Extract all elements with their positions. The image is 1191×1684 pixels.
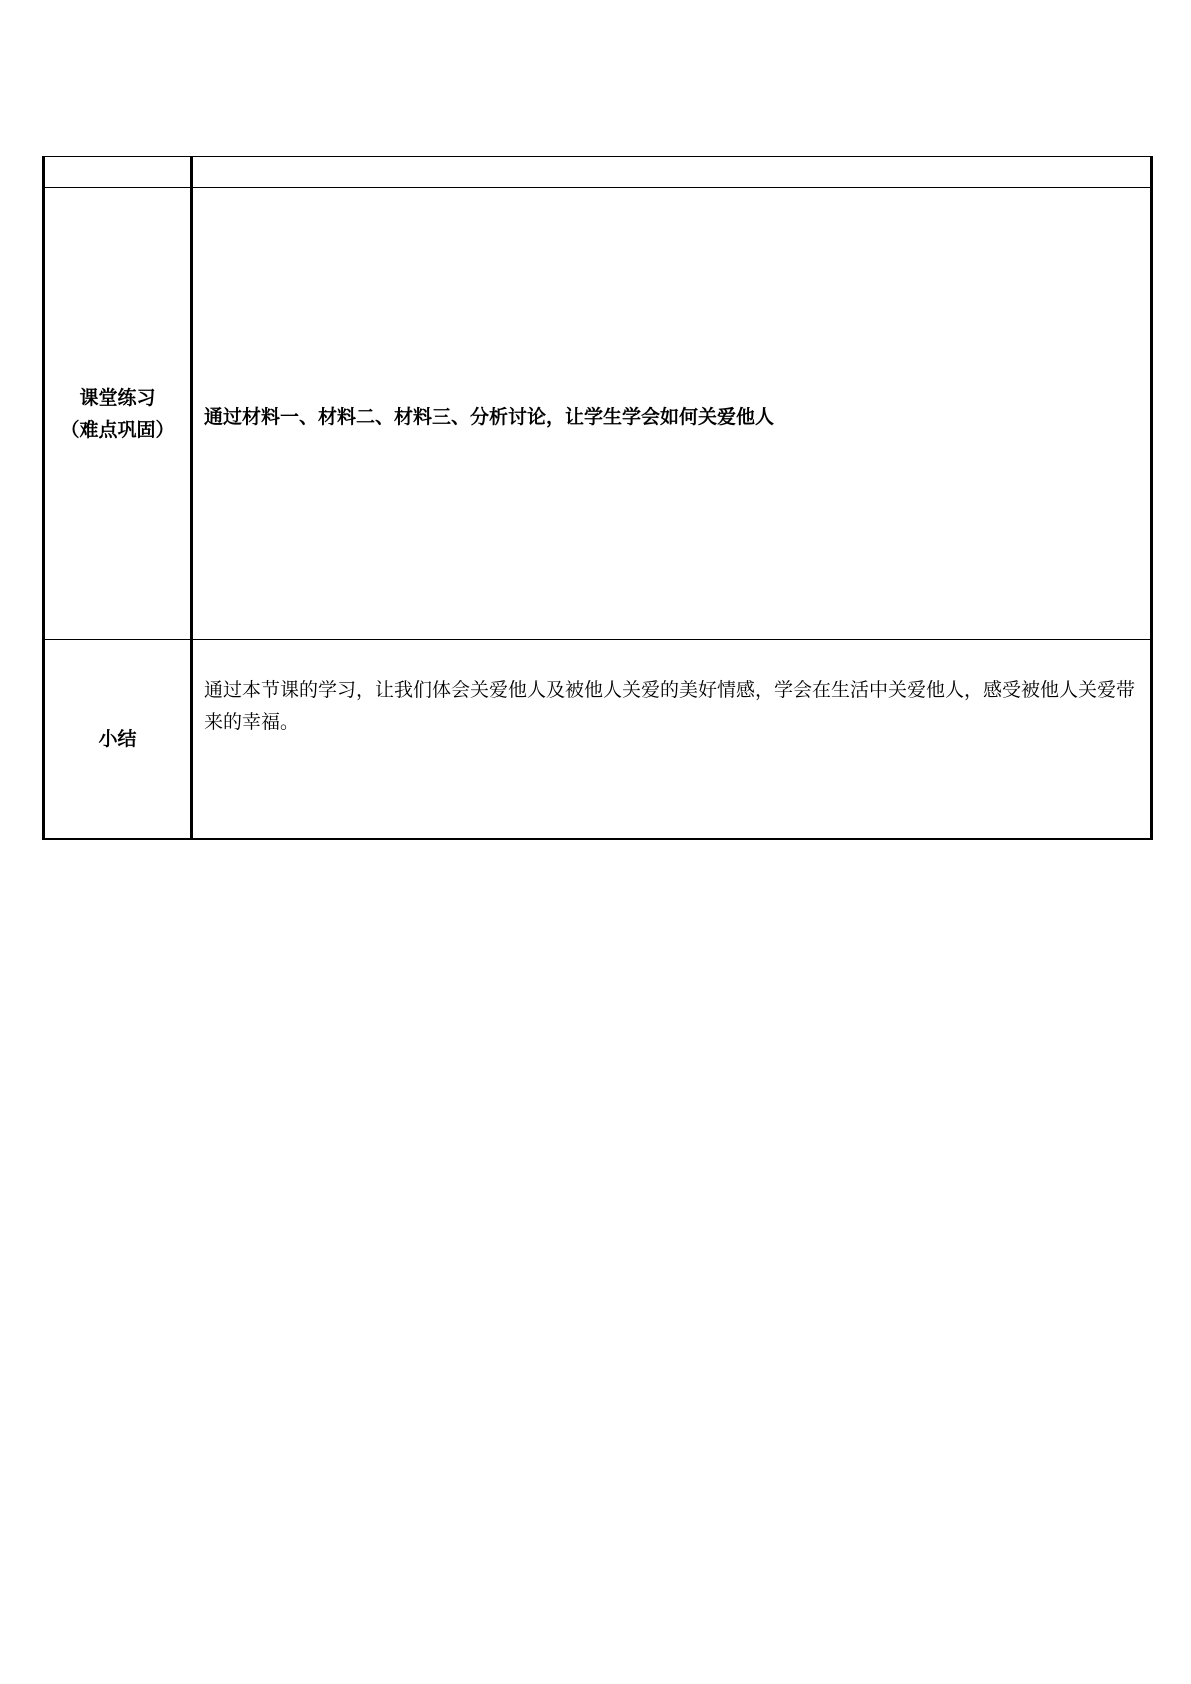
summary-label-cell: [44, 640, 192, 840]
practice-label-cell: [44, 188, 192, 640]
table-row-practice: [44, 188, 1152, 640]
practice-label-line2: （难点巩固）: [60, 418, 175, 441]
practice-label-line1: 课堂练习: [79, 386, 156, 409]
table-row-summary: [44, 640, 1152, 840]
lesson-plan-table: [42, 156, 1153, 840]
summary-content: 通过本节课的学习，让我们体会关爱他人及被他人关爱的美好情感，学会在生活中关爱他人，感受被他人关爱带来的幸福。: [204, 679, 1136, 733]
table-row-header: [44, 157, 1152, 188]
practice-content-cell: [192, 188, 1152, 640]
practice-content: 通过材料一、材料二、材料三、分析讨论，让学生学会如何关爱他人: [204, 405, 775, 428]
summary-label: 小结: [98, 728, 137, 750]
summary-content-cell: [192, 640, 1152, 840]
header-label-cell: [44, 157, 192, 188]
header-content-cell: [192, 157, 1152, 188]
